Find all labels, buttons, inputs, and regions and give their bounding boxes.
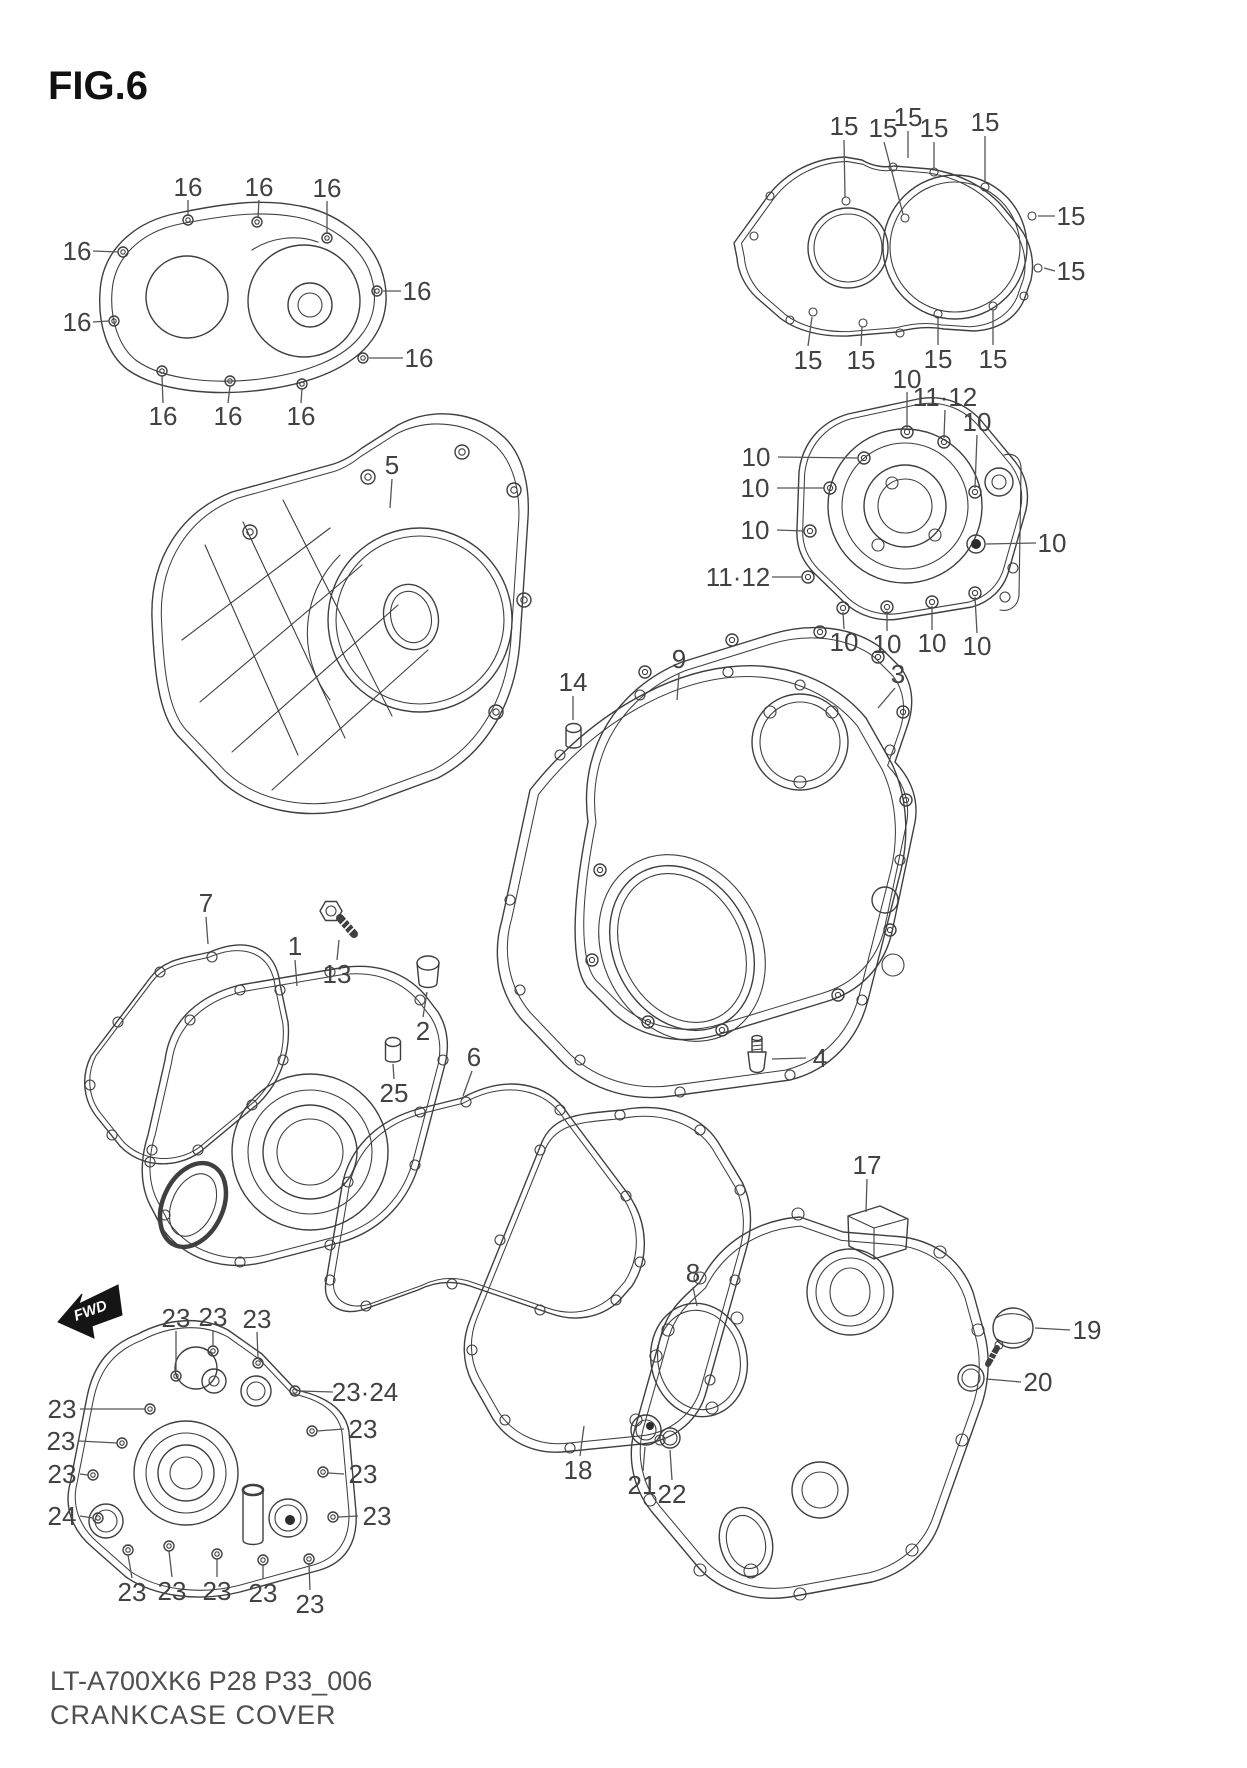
part-callout-23: 23 — [295, 1589, 325, 1619]
part-callout-16: 16 — [62, 236, 92, 266]
drawing-magneto-cover — [797, 398, 1028, 620]
part-callout-15: 15 — [923, 344, 953, 374]
part-callout-15: 15 — [970, 107, 1000, 137]
leader-line-15 — [844, 140, 845, 197]
part-callout-23: 23 — [242, 1304, 272, 1334]
part-callout-18: 18 — [563, 1455, 593, 1485]
part-callout-23: 23 — [248, 1578, 278, 1608]
leader-line-23 — [257, 1332, 258, 1359]
drawing-o-ring-22 — [660, 1428, 680, 1448]
leader-line-13 — [337, 940, 339, 960]
drawing-rear-cover-17 — [627, 1206, 988, 1600]
part-callout-9: 9 — [671, 644, 687, 674]
drawing-clutch-cover-gasket — [734, 157, 1042, 337]
part-callout-23: 23 — [157, 1576, 187, 1606]
leader-line-16 — [162, 376, 163, 403]
leader-line-10 — [777, 530, 804, 531]
footer-model-code: LT-A700XK6 P28 P33_006 — [50, 1666, 373, 1696]
part-callout-3: 3 — [890, 659, 906, 689]
part-callout-23: 23 — [117, 1577, 147, 1607]
part-callout-7: 7 — [198, 888, 214, 918]
drawing-bolt-4 — [748, 1036, 766, 1073]
figure-title: FIG.6 — [48, 64, 149, 108]
part-callout-16: 16 — [402, 276, 432, 306]
part-callout-17: 17 — [852, 1150, 882, 1180]
part-callout-24: 24 — [47, 1501, 77, 1531]
part-callout-16: 16 — [244, 172, 274, 202]
leader-line-7 — [206, 917, 208, 944]
leader-line-23 — [328, 1473, 344, 1474]
part-callout-14: 14 — [558, 667, 588, 697]
part-callout-25: 25 — [379, 1078, 409, 1108]
part-callout-15: 15 — [1056, 256, 1086, 286]
part-callout-20: 20 — [1023, 1367, 1053, 1397]
part-callout-15: 15 — [1056, 201, 1086, 231]
part-callout-10: 10 — [829, 627, 859, 657]
leader-line-5 — [390, 479, 392, 508]
part-callout-10: 10 — [740, 515, 770, 545]
part-callout-16: 16 — [62, 307, 92, 337]
part-callout-23: 23 — [47, 1394, 77, 1424]
part-callout-23: 23 — [348, 1414, 378, 1444]
part-callout-15: 15 — [919, 113, 949, 143]
part-callout-11-12: 11·12 — [912, 382, 978, 412]
leader-line-10 — [986, 543, 1036, 544]
drawing-gasket-7 — [85, 945, 289, 1167]
inner-cover-bolts — [147, 967, 448, 1267]
drawing-gasket-8 — [640, 1294, 758, 1425]
drawing-outer-belt-cover — [100, 202, 386, 392]
leader-line-20 — [986, 1379, 1021, 1382]
leader-line-23 — [309, 1564, 310, 1590]
leader-line-19 — [1035, 1328, 1070, 1330]
leader-line-15 — [884, 142, 903, 214]
part-callout-16: 16 — [286, 401, 316, 431]
leader-line-17 — [866, 1179, 867, 1212]
part-callout-10: 10 — [740, 473, 770, 503]
leader-line-23 — [317, 1429, 344, 1431]
part-callout-16: 16 — [404, 343, 434, 373]
part-callout-10: 10 — [872, 629, 902, 659]
leader-line-15 — [861, 327, 862, 346]
leader-line-15 — [1044, 268, 1055, 271]
fwd-arrow — [58, 1285, 122, 1338]
part-callout-23-24: 23·24 — [331, 1377, 399, 1407]
drawing-clutch-cover — [567, 626, 916, 1071]
part-callout-1: 1 — [287, 931, 303, 961]
belt-cover-screw-bosses — [109, 215, 382, 389]
leader-line-3 — [878, 688, 895, 708]
part-callout-10: 10 — [892, 364, 922, 394]
part-callout-11-12: 11·12 — [705, 562, 771, 592]
leader-line-10 — [975, 597, 977, 633]
drawing-crankcase-inner-cover — [142, 966, 448, 1267]
part-callout-10: 10 — [1037, 528, 1067, 558]
leader-line-23 — [128, 1555, 132, 1578]
drawing-bolt-13 — [320, 902, 355, 935]
leader-line-21 — [643, 1447, 645, 1471]
leader-line-23 — [338, 1516, 358, 1517]
part-callout-23: 23 — [161, 1303, 191, 1333]
leader-line-11-12 — [944, 410, 945, 438]
drawing-o-ring-20 — [958, 1365, 984, 1391]
part-callout-6: 6 — [466, 1042, 482, 1072]
drawing-oil-filler-cap-19 — [988, 1308, 1033, 1364]
leader-line-10 — [975, 435, 977, 488]
part-callout-15: 15 — [868, 113, 898, 143]
part-callout-5: 5 — [384, 450, 400, 480]
leader-line-18 — [580, 1426, 584, 1456]
part-callout-23: 23 — [202, 1576, 232, 1606]
part-callout-15: 15 — [829, 111, 859, 141]
part-callout-16: 16 — [213, 401, 243, 431]
part-callout-23: 23 — [47, 1459, 77, 1489]
part-callout-23: 23 — [46, 1426, 76, 1456]
part-callout-16: 16 — [148, 401, 178, 431]
part-callout-22: 22 — [657, 1479, 687, 1509]
part-callout-2: 2 — [415, 1016, 431, 1046]
part-callout-10: 10 — [917, 628, 947, 658]
gasket-9-holes — [505, 667, 905, 1097]
part-callout-10: 10 — [741, 442, 771, 472]
drawing-dowel-pin-14 — [566, 724, 581, 749]
fwd-label: FWD — [71, 1297, 110, 1325]
part-callout-15: 15 — [846, 345, 876, 375]
part-callout-10: 10 — [962, 631, 992, 661]
drawing-inner-cover-gasket — [497, 666, 905, 1098]
drawing-drain-plug-21 — [631, 1415, 661, 1445]
part-callout-4: 4 — [812, 1043, 828, 1073]
part-callout-15: 15 — [793, 345, 823, 375]
part-callout-23: 23 — [348, 1459, 378, 1489]
belt-cover-rib-grid — [182, 500, 428, 790]
leader-line-16 — [93, 321, 109, 322]
leader-line-25 — [393, 1064, 394, 1079]
leader-line-24 — [80, 1516, 93, 1518]
leader-line-23 — [80, 1474, 88, 1475]
leader-line-9 — [677, 673, 679, 700]
part-callout-15: 15 — [893, 102, 923, 132]
part-callout-16: 16 — [173, 172, 203, 202]
leader-line-6 — [463, 1071, 472, 1096]
part-callout-15: 15 — [978, 344, 1008, 374]
leader-line-22 — [670, 1450, 672, 1480]
drawing-dowel-pin-25 — [386, 1038, 401, 1063]
gasket-7-holes — [85, 952, 288, 1167]
part-callout-13: 13 — [322, 959, 352, 989]
part-callout-23: 23 — [362, 1501, 392, 1531]
leader-line-23 — [169, 1551, 172, 1577]
part-callout-16: 16 — [312, 173, 342, 203]
footer-figure-name: CRANKCASE COVER — [50, 1700, 337, 1730]
part-callout-19: 19 — [1072, 1315, 1102, 1345]
drawing-stator-cover — [68, 1321, 356, 1597]
clutch-cover-bolt-bosses — [586, 626, 912, 1036]
drawing-belt-cover — [152, 414, 531, 814]
part-callout-21: 21 — [627, 1470, 657, 1500]
drawing-gasket-18 — [464, 1108, 750, 1453]
belt-cover-bolt-bosses — [243, 445, 531, 719]
part-callout-8: 8 — [685, 1258, 701, 1288]
part-callout-10: 10 — [962, 407, 992, 437]
leader-line-4 — [772, 1058, 806, 1059]
drawing-spacer-collar-2 — [417, 956, 439, 988]
part-callout-23: 23 — [198, 1302, 228, 1332]
